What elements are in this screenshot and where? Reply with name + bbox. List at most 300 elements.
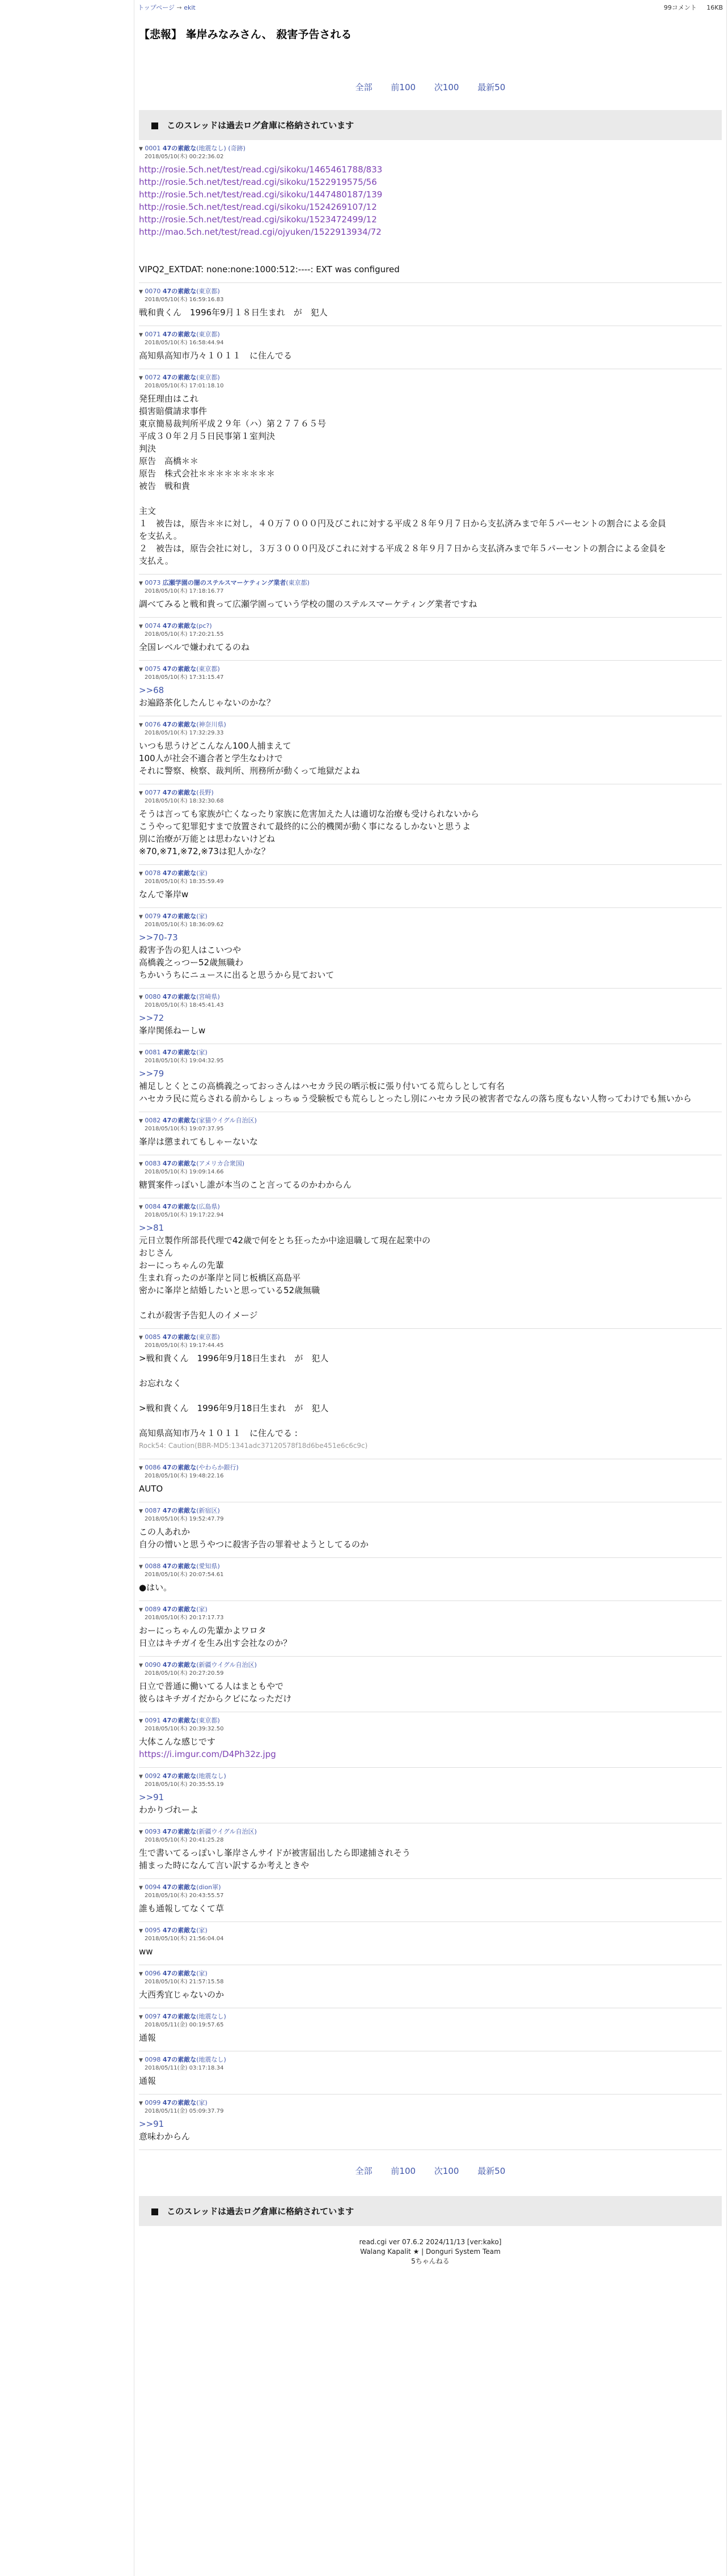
- post-meta: [139, 579, 722, 588]
- post-date: 2018/05/10(木) 18:45:41.43: [145, 1002, 224, 1008]
- post-line: 補足しとくとこの高橋義之っておっさんはハセカラ民の晒示板に張り付いてる荒らしとして有名: [139, 1081, 505, 1091]
- post-meta: [139, 1970, 722, 1978]
- post-date: 2018/05/10(木) 18:35:59.49: [145, 879, 224, 885]
- post: [139, 1044, 722, 1112]
- pager-top: [134, 81, 726, 93]
- post-line: >戦和貴くん 1996年9月18日生まれ が 犯人: [139, 1353, 329, 1363]
- post: [139, 1112, 722, 1155]
- post: [139, 1879, 722, 1922]
- post-line: それに警察、検察、裁判所、刑務所が動くって地獄だよね: [139, 766, 360, 776]
- post-meta: [139, 1464, 722, 1472]
- post-number[interactable]: 0096: [145, 1970, 161, 1977]
- post-date: 2018/05/10(木) 21:56:04.04: [145, 1936, 224, 1942]
- post-line: なんで峯岸w: [139, 889, 189, 900]
- post-line: おじさん: [139, 1248, 173, 1258]
- poster-name: 47の素敵な: [162, 1333, 197, 1341]
- post-meta: [139, 1884, 722, 1892]
- poster-name: 47の素敵な: [162, 789, 197, 796]
- post-number[interactable]: 0078: [145, 869, 161, 877]
- triangle-down-icon[interactable]: ▼: [139, 1118, 143, 1124]
- poster-name: 47の素敵な: [162, 331, 197, 338]
- post-line: いつも思うけどこんなん100人捕まえて: [139, 741, 291, 751]
- post-meta: [139, 145, 722, 153]
- triangle-down-icon[interactable]: ▼: [139, 1718, 143, 1724]
- footer-version: read.cgi ver 07.6.2 2024/11/13 [ver:kako]: [359, 2238, 502, 2246]
- post-body: [139, 2075, 722, 2087]
- reply-anchor[interactable]: >>81: [139, 1223, 164, 1233]
- post-line: 通報: [139, 2033, 156, 2043]
- post-number[interactable]: 0087: [145, 1507, 161, 1514]
- poster-name: 47の素敵な: [162, 1772, 197, 1780]
- post-meta: [139, 869, 722, 878]
- post-line: ちかいうちにニュースに出ると思うから見ておいて: [139, 970, 335, 980]
- post-line: 糖質案件っぽいし誰が本当のこと言ってるのかわからん: [139, 1180, 352, 1190]
- poster-location: (愛知県): [196, 1563, 220, 1570]
- post-date: 2018/05/10(木) 16:58:44.94: [145, 340, 224, 346]
- poster-location: (家): [196, 1049, 208, 1056]
- post-line: この人あれか: [139, 1527, 191, 1537]
- triangle-down-icon[interactable]: ▼: [139, 1774, 143, 1780]
- post-meta: [139, 2056, 722, 2064]
- triangle-down-icon[interactable]: ▼: [139, 1205, 143, 1210]
- post-body: [139, 1581, 722, 1594]
- post-date: 2018/05/10(木) 20:41:25.28: [145, 1837, 224, 1843]
- post-body: [139, 684, 722, 709]
- thread-size: 16KB: [706, 4, 723, 11]
- post-number[interactable]: 0079: [145, 913, 161, 920]
- post: [139, 661, 722, 716]
- post-meta: [139, 789, 722, 797]
- poster-location: (宮崎県): [196, 993, 220, 1000]
- post: [139, 1601, 722, 1657]
- triangle-down-icon[interactable]: ▼: [139, 1971, 143, 1977]
- triangle-down-icon[interactable]: ▼: [139, 1335, 143, 1341]
- post-number[interactable]: 0090: [145, 1661, 161, 1669]
- post: [139, 618, 722, 661]
- reply-anchor[interactable]: >>70-73: [139, 932, 178, 943]
- poster-location: (東京都): [196, 1333, 220, 1341]
- post-meta: [139, 1927, 722, 1935]
- post-line: VIPQ2_EXTDAT: none:none:1000:512:----: EXT was configured: [139, 264, 400, 275]
- post-number[interactable]: 0074: [145, 622, 161, 630]
- triangle-down-icon[interactable]: ▼: [139, 2058, 143, 2063]
- post-line: 戦和貴くん 1996年9月１８日生まれ が 犯人: [139, 307, 328, 318]
- post-line: 元日立製作所部長代理で42歳で何をとち狂ったか中途退職して現在起業中の: [139, 1235, 431, 1245]
- triangle-down-icon[interactable]: ▼: [139, 995, 143, 1000]
- post-body: [139, 306, 722, 319]
- post-line: 被告 戦和貴: [139, 481, 191, 491]
- post-number[interactable]: 0075: [145, 665, 161, 673]
- archive-notice-text: このスレッドは過去ログ倉庫に格納されています: [167, 2206, 354, 2216]
- pager-bottom: [134, 2165, 726, 2177]
- post-meta: [139, 288, 722, 296]
- post-meta: [139, 1203, 722, 1211]
- post-body: [139, 808, 722, 858]
- breadcrumb-top-link[interactable]: トップページ: [138, 4, 175, 11]
- post-meta: [139, 2099, 722, 2108]
- poster-name: 47の素敵な: [162, 869, 197, 877]
- post-line: [139, 1390, 722, 1402]
- poster-name: 47の素敵な: [162, 374, 197, 381]
- post-meta: [139, 1049, 722, 1057]
- poster-name: 47の素敵な: [162, 2099, 197, 2106]
- reply-anchor[interactable]: >>68: [139, 685, 164, 695]
- post-body: [139, 1179, 722, 1191]
- triangle-down-icon[interactable]: ▼: [139, 1885, 143, 1891]
- triangle-down-icon[interactable]: ▼: [139, 2015, 143, 2020]
- post-body: [139, 1902, 722, 1915]
- post: [139, 716, 722, 784]
- pager-prev-link[interactable]: 前100: [391, 82, 416, 92]
- post-line: ●はい。: [139, 1582, 172, 1593]
- post-line: 高橋義之っつー52歳無職わ: [139, 957, 244, 968]
- pager-latest-link[interactable]: 最新50: [477, 2166, 506, 2176]
- post-number[interactable]: 0077: [145, 789, 161, 796]
- post-number[interactable]: 0070: [145, 288, 161, 295]
- triangle-down-icon[interactable]: ▼: [139, 1663, 143, 1669]
- post-body: [139, 1988, 722, 2001]
- poster-location: (家猫ウイグル自治区): [196, 1117, 257, 1124]
- post-line: 東京簡易裁判所平成２９年（ハ）第２７７６５号: [139, 419, 327, 429]
- poster-location: (東京都): [196, 331, 220, 338]
- poster-location: (新疆ウイグル自治区): [196, 1661, 257, 1669]
- post-number[interactable]: 0094: [145, 1884, 161, 1891]
- post-date: 2018/05/10(木) 18:36:09.62: [145, 922, 224, 928]
- post: [139, 1502, 722, 1558]
- poster-name: 47の素敵な: [162, 1160, 197, 1167]
- post-date: 2018/05/10(木) 20:39:32.50: [145, 1726, 224, 1732]
- post-number[interactable]: 0080: [145, 993, 161, 1000]
- post-body: [139, 1945, 722, 1958]
- post-line: 密かに峯岸と結婚したいと思っている52歳無職: [139, 1285, 320, 1295]
- post-number[interactable]: 0098: [145, 2056, 161, 2063]
- post-number[interactable]: 0086: [145, 1464, 161, 1471]
- post-date: 2018/05/11(金) 00:19:57.65: [145, 2022, 224, 2028]
- post-number[interactable]: 0088: [145, 1563, 161, 1570]
- reply-anchor[interactable]: >>91: [139, 2119, 164, 2129]
- post-link[interactable]: http://mao.5ch.net/test/read.cgi/ojyuken/1522913934/72: [139, 227, 382, 237]
- post: [139, 1155, 722, 1198]
- post-line: 通報: [139, 2076, 156, 2086]
- post: [139, 784, 722, 865]
- post-date: 2018/05/11(金) 03:17:18.34: [145, 2065, 224, 2071]
- triangle-down-icon[interactable]: ▼: [139, 1564, 143, 1570]
- post-line: [139, 238, 722, 251]
- post-line: [139, 1414, 722, 1427]
- breadcrumb-board-link[interactable]: ekit: [184, 4, 196, 11]
- poster-location: (新疆ウイグル自治区): [196, 1828, 257, 1835]
- post-body: [139, 1735, 722, 1760]
- post-meta: [139, 1772, 722, 1781]
- reply-anchor[interactable]: >>79: [139, 1069, 164, 1079]
- post: [139, 1198, 722, 1329]
- post-line: 調べてみると戦和貴って広瀬学園っていう学校の闇のステルスマーケティング業者ですね: [139, 599, 477, 609]
- post-body: [139, 1624, 722, 1649]
- thread-title: 【悲報】 峯岸みなみさん、 殺害予告される: [139, 28, 352, 41]
- post-line: お遍路茶化したんじゃないのかな？: [139, 698, 276, 708]
- poster-location: (東京都): [286, 579, 310, 586]
- post-body: [139, 641, 722, 653]
- triangle-down-icon[interactable]: ▼: [139, 332, 143, 338]
- poster-location: (pc?): [196, 622, 212, 630]
- post-number[interactable]: 0085: [145, 1333, 161, 1341]
- poster-name: 47の素敵な: [162, 993, 197, 1000]
- post-list: [134, 140, 726, 2150]
- poster-name: 47の素敵な: [162, 1117, 197, 1124]
- post-date: 2018/05/10(木) 21:57:15.58: [145, 1979, 224, 1985]
- poster-name: 47の素敵な: [162, 1970, 197, 1977]
- post-date: 2018/05/10(木) 17:18:16.77: [145, 588, 224, 594]
- post-date: 2018/05/10(木) 19:04:32.95: [145, 1058, 224, 1064]
- post-date: 2018/05/10(木) 19:17:22.94: [145, 1212, 224, 1218]
- post-line: 主文: [139, 506, 156, 516]
- footer: [134, 2237, 726, 2266]
- poster-location: (家): [196, 1970, 208, 1977]
- post-date: 2018/05/10(木) 20:07:54.61: [145, 1572, 224, 1578]
- post-number[interactable]: 0081: [145, 1049, 161, 1056]
- post-line: ２ 被告は，原告会社に対し，３万３０００円及びこれに対する平成２８年９月７日から支払済みまで年５パーセントの割合による金員を: [139, 543, 666, 554]
- post-meta: [139, 993, 722, 1002]
- post-date: 2018/05/10(木) 00:22:36.02: [145, 154, 224, 160]
- post-date: 2018/05/10(木) 19:17:44.45: [145, 1342, 224, 1349]
- pager-all-link[interactable]: 全部: [355, 82, 373, 92]
- post-number[interactable]: 0093: [145, 1828, 161, 1835]
- archive-notice-text: このスレッドは過去ログ倉庫に格納されています: [167, 120, 354, 130]
- post: [139, 865, 722, 908]
- post: [139, 1922, 722, 1965]
- post-line: 峯岸は懲まれてもしゃーないな: [139, 1137, 259, 1147]
- poster-location: (地震なし): [196, 2056, 226, 2063]
- post-number[interactable]: 0089: [145, 1606, 161, 1613]
- poster-name: 47の素敵な: [162, 1828, 197, 1835]
- reply-anchor[interactable]: >>91: [139, 1792, 164, 1802]
- post-link[interactable]: http://rosie.5ch.net/test/read.cgi/sikoku/1522919575/56: [139, 177, 377, 187]
- post-body: [139, 163, 722, 276]
- post-body: [139, 1483, 722, 1495]
- post-body: [139, 931, 722, 981]
- post-number[interactable]: 0091: [145, 1717, 161, 1724]
- post-line: AUTO: [139, 1484, 163, 1494]
- triangle-down-icon[interactable]: ▼: [139, 723, 143, 728]
- comment-count: 99コメント: [663, 4, 697, 11]
- post-line: 日立はキチガイを生み出す会社なのか？: [139, 1638, 292, 1648]
- post-link[interactable]: http://rosie.5ch.net/test/read.cgi/sikoku/1523472499/12: [139, 214, 377, 225]
- post-line: を支払え。: [139, 531, 182, 541]
- post-body: [139, 1526, 722, 1551]
- poster-location: (東京都): [196, 288, 220, 295]
- post-meta: [139, 1333, 722, 1342]
- triangle-down-icon[interactable]: ▼: [139, 1928, 143, 1934]
- post: [139, 369, 722, 575]
- post: [139, 326, 722, 369]
- post-date: 2018/05/10(木) 17:32:29.33: [145, 730, 224, 736]
- post-line: 大体こんな感じです: [139, 1737, 216, 1747]
- post-line: 高知県高知市乃々１０１１ に住んでる :: [139, 1428, 298, 1438]
- poster-location: (家): [196, 1927, 208, 1934]
- post-number[interactable]: 0082: [145, 1117, 161, 1124]
- post-number[interactable]: 0073: [145, 579, 161, 586]
- post-number[interactable]: 0095: [145, 1927, 161, 1934]
- post-body: [139, 1135, 722, 1148]
- post-line: 峯岸関係ねーしw: [139, 1025, 206, 1036]
- post-meta: [139, 721, 722, 729]
- top-bar: [134, 0, 726, 15]
- poster-name: 47の素敵な: [162, 1464, 197, 1471]
- post-number[interactable]: 0076: [145, 721, 161, 728]
- poster-location: (家): [196, 913, 208, 920]
- post-date: 2018/05/10(木) 20:17:17.73: [145, 1615, 224, 1621]
- triangle-down-icon[interactable]: ▼: [139, 289, 143, 295]
- post-line: [139, 492, 722, 505]
- pager-prev-link[interactable]: 前100: [391, 2166, 416, 2176]
- poster-location: (アメリカ合衆国): [196, 1160, 245, 1167]
- triangle-down-icon[interactable]: ▼: [139, 914, 143, 920]
- post-meta: [139, 1160, 722, 1168]
- post-line: 高知県高知市乃々１０１１ に住んでる: [139, 350, 293, 361]
- post-link[interactable]: https://i.imgur.com/D4Ph32z.jpg: [139, 1749, 276, 1759]
- post-body: [139, 349, 722, 362]
- post-meta: [139, 1661, 722, 1670]
- poster-location: (家): [196, 869, 208, 877]
- poster-name: 47の素敵な: [162, 2013, 197, 2020]
- post-date: 2018/05/10(木) 17:01:18.10: [145, 383, 224, 389]
- pager-next-link[interactable]: 次100: [434, 82, 459, 92]
- breadcrumb-separator: →: [176, 4, 182, 11]
- post-line: 殺害予告の犯人はこいつや: [139, 945, 242, 955]
- poster-name: 47の素敵な: [162, 1884, 197, 1891]
- post-date: 2018/05/11(金) 05:09:37.79: [145, 2108, 224, 2114]
- poster-location: (東京都): [196, 665, 220, 673]
- poster-name: 47の素敵な: [162, 1203, 197, 1210]
- post: [139, 1657, 722, 1712]
- post-line: 誰も通報してなくて草: [139, 1903, 225, 1914]
- post-body: [139, 2118, 722, 2143]
- post-number[interactable]: 0071: [145, 331, 161, 338]
- triangle-down-icon[interactable]: ▼: [139, 667, 143, 673]
- triangle-down-icon[interactable]: ▼: [139, 375, 143, 381]
- poster-name: 47の素敵な: [162, 1717, 197, 1724]
- square-icon: [151, 123, 158, 129]
- poster-name: 47の素敵な: [162, 622, 197, 630]
- post-line: 捕まった時になんて言い訳するか考えときや: [139, 1860, 310, 1870]
- triangle-down-icon[interactable]: ▼: [139, 2101, 143, 2106]
- post-date: 2018/05/10(木) 17:20:21.55: [145, 631, 224, 637]
- reply-anchor[interactable]: >>72: [139, 1013, 164, 1023]
- post-date: 2018/05/10(木) 20:43:55.57: [145, 1893, 224, 1899]
- post-date: 2018/05/10(木) 18:32:30.68: [145, 798, 224, 804]
- post-body: [139, 1012, 722, 1037]
- post-line: そうは言っても家族が亡くなったり家族に危害加えた人は適切な治療も受けられないから: [139, 809, 480, 819]
- poster-location: (地震なし): [196, 1772, 226, 1780]
- post-body: [139, 888, 722, 901]
- pager-all-link[interactable]: 全部: [355, 2166, 373, 2176]
- triangle-down-icon[interactable]: ▼: [139, 871, 143, 877]
- post-body: [139, 1791, 722, 1816]
- post-meta: [139, 665, 722, 674]
- post-line: 原告 高橋＊＊: [139, 456, 199, 466]
- triangle-down-icon[interactable]: ▼: [139, 1050, 143, 1056]
- post-link[interactable]: http://rosie.5ch.net/test/read.cgi/sikoku/1524269107/12: [139, 202, 377, 212]
- post-number[interactable]: 0083: [145, 1160, 161, 1167]
- post-line: １ 被告は，原告＊＊に対し，４０万７０００円及びこれに対する平成２８年９月７日から支払済みまで年５パーセントの割合による金員: [139, 518, 666, 529]
- post-meta: [139, 1606, 722, 1614]
- post-number[interactable]: 0097: [145, 2013, 161, 2020]
- poster-location: (広島県): [196, 1203, 220, 1210]
- post-line: 100人が社会不適合者と学生なわけで: [139, 753, 283, 763]
- triangle-down-icon[interactable]: ▼: [139, 581, 143, 586]
- post-date: 2018/05/10(木) 19:52:47.79: [145, 1516, 224, 1522]
- post-line: [139, 1297, 722, 1309]
- triangle-down-icon[interactable]: ▼: [139, 1162, 143, 1167]
- poster-name: 47の素敵な: [162, 1507, 197, 1514]
- post-link[interactable]: http://rosie.5ch.net/test/read.cgi/sikoku/1465461788/833: [139, 164, 383, 175]
- triangle-down-icon[interactable]: ▼: [139, 1466, 143, 1471]
- triangle-down-icon[interactable]: ▼: [139, 624, 143, 630]
- post-meta: [139, 374, 722, 382]
- post-line: おーにっちゃんの先輩: [139, 1260, 224, 1270]
- post-line: 全国レベルで嫌われてるのね: [139, 642, 250, 652]
- post-line: 原告 株式会社＊＊＊＊＊＊＊＊＊: [139, 468, 276, 479]
- post-line: [139, 1365, 722, 1377]
- post-meta: [139, 2013, 722, 2021]
- post-body: [139, 1222, 722, 1321]
- post: [139, 1558, 722, 1601]
- post-date: 2018/05/10(木) 17:31:15.47: [145, 674, 224, 681]
- post-meta: [139, 1563, 722, 1571]
- post: [139, 1965, 722, 2008]
- post-line: 別に治療が万能とは思わないけどね: [139, 834, 276, 844]
- poster-location: (東京都): [196, 1717, 220, 1724]
- post-body: [139, 1352, 722, 1452]
- post: [139, 283, 722, 326]
- poster-name: 47の素敵な: [162, 665, 197, 673]
- pager-latest-link[interactable]: 最新50: [477, 82, 506, 92]
- triangle-down-icon[interactable]: ▼: [139, 1830, 143, 1835]
- post-line: 平成３０年２月５日民事第１室判決: [139, 431, 276, 441]
- post-number[interactable]: 0001: [145, 145, 161, 152]
- post-number[interactable]: 0099: [145, 2099, 161, 2106]
- post-link[interactable]: http://rosie.5ch.net/test/read.cgi/sikoku/1447480187/139: [139, 189, 383, 200]
- triangle-down-icon[interactable]: ▼: [139, 1509, 143, 1514]
- poster-name: 47の素敵な: [162, 1661, 197, 1669]
- pager-next-link[interactable]: 次100: [434, 2166, 459, 2176]
- post-line: 彼らはキチガイだからクビになっただけ: [139, 1694, 292, 1704]
- post-line: 生で書いてるっぽいし峯岸さんサイドが被害届出したら即逮捕されそう: [139, 1848, 410, 1858]
- triangle-down-icon[interactable]: ▼: [139, 1607, 143, 1613]
- breadcrumb: [138, 3, 196, 12]
- post-line: おーにっちゃんの先輩かよワロタ: [139, 1625, 266, 1636]
- post-number[interactable]: 0092: [145, 1772, 161, 1780]
- post-number[interactable]: 0072: [145, 374, 161, 381]
- post-body: [139, 392, 722, 567]
- poster-name: 47の素敵な: [162, 1606, 197, 1613]
- post-line: 生まれ育ったのが峯岸と同じ板橋区高島平: [139, 1273, 301, 1283]
- post-number[interactable]: 0084: [145, 1203, 161, 1210]
- post-caution: Rock54: Caution(BBR-MD5:1341adc37120578f18d6be451e6c6c9c): [139, 1442, 368, 1450]
- post-meta: [139, 1717, 722, 1725]
- triangle-down-icon[interactable]: ▼: [139, 791, 143, 796]
- post-line: 損害賠償請求事件: [139, 406, 208, 416]
- post-meta: [139, 1828, 722, 1836]
- poster-location: (やわらか銀行): [196, 1464, 239, 1471]
- triangle-down-icon[interactable]: ▼: [139, 146, 143, 152]
- post-line: 意味わからん: [139, 2131, 191, 2142]
- post-line: こうやって犯罪犯すまで放置されて最終的に公的機関が動く事になるしかないと思うよ: [139, 821, 471, 831]
- post-body: [139, 1680, 722, 1705]
- archive-notice-bottom: [139, 2196, 722, 2226]
- poster-location: (家): [196, 2099, 208, 2106]
- post-date: 2018/05/10(木) 19:07:37.95: [145, 1126, 224, 1132]
